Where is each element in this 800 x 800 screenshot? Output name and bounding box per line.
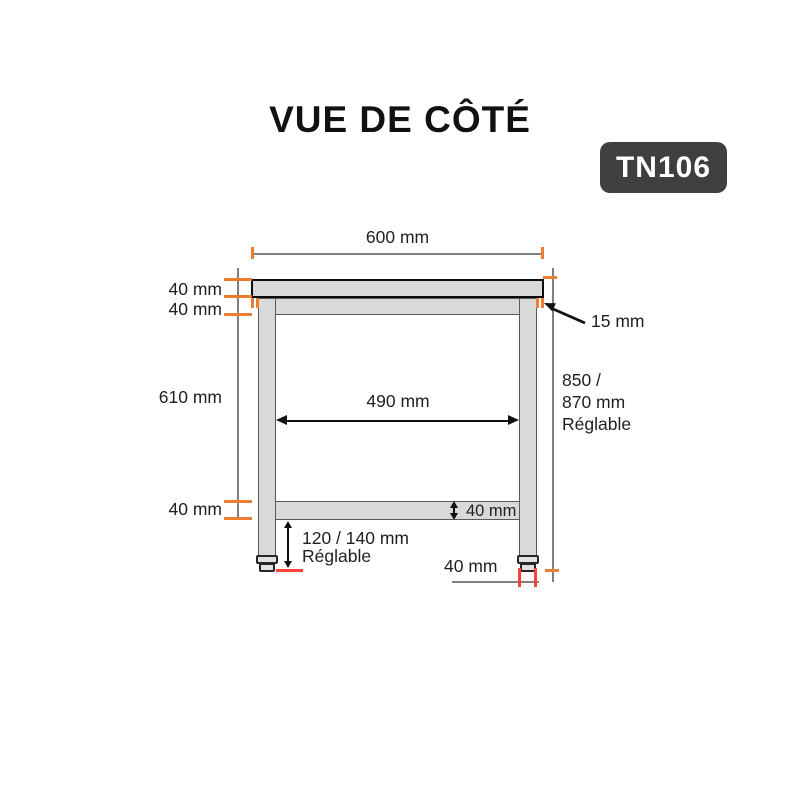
tick-overhang-right-inner bbox=[536, 298, 539, 308]
dim-inner-width-arrow-right bbox=[508, 415, 519, 425]
dim-shelf-thickness-right-label: 40 mm bbox=[466, 502, 517, 520]
dim-inner-width-line bbox=[284, 420, 511, 422]
dim-overall-height-label-line1: 850 / bbox=[562, 370, 601, 390]
dim-leg-width-label: 40 mm bbox=[444, 556, 498, 576]
tick-tabletop-top bbox=[224, 278, 252, 281]
dim-top-width-tick-left bbox=[251, 247, 254, 259]
dim-foot-adjust-label-line1: 120 / 140 mm bbox=[302, 528, 409, 548]
page-title: VUE DE CÔTÉ bbox=[269, 99, 531, 140]
dim-top-width-line bbox=[252, 253, 543, 255]
dim-leg-width-line bbox=[452, 581, 539, 583]
dim-shelf-arrow-down bbox=[450, 513, 458, 520]
dim-inner-width-arrow-left bbox=[276, 415, 287, 425]
dim-clearance-height-label: 610 mm bbox=[158, 387, 222, 407]
tabletop bbox=[251, 279, 544, 298]
dim-foot-arrow-down bbox=[284, 561, 292, 568]
dim-leg-width-tick-left bbox=[518, 568, 521, 587]
dim-shelf-thickness-left-label: 40 mm bbox=[168, 499, 222, 519]
dim-top-width-tick-right bbox=[541, 247, 544, 259]
dim-overall-height-label-line2: 870 mm bbox=[562, 392, 626, 412]
tick-overhang-left-inner bbox=[256, 298, 259, 308]
dim-apron-thickness-label: 40 mm bbox=[168, 299, 222, 319]
tick-apron-bottom bbox=[224, 313, 252, 316]
tick-shelf-top bbox=[224, 500, 252, 503]
left-leg bbox=[258, 298, 276, 556]
product-code-badge: TN106 bbox=[600, 142, 727, 193]
tick-overhang-left-outer bbox=[251, 298, 254, 308]
dim-overall-height-label-line3: Réglable bbox=[562, 414, 632, 434]
dim-foot-adjust-label-line2: Réglable bbox=[302, 546, 372, 566]
dim-top-overhang-label: 15 mm bbox=[591, 311, 645, 331]
floor-reference-tick bbox=[276, 569, 303, 572]
tick-overall-height-top bbox=[543, 276, 557, 279]
tick-tabletop-bottom bbox=[224, 295, 252, 298]
tick-overall-height-bottom bbox=[545, 569, 559, 572]
left-foot-tip bbox=[259, 563, 275, 572]
overhang-callout-arrow bbox=[541, 299, 589, 327]
left-extension-line bbox=[237, 268, 239, 518]
dim-tabletop-thickness-label: 40 mm bbox=[168, 279, 222, 299]
tick-shelf-bottom bbox=[224, 517, 252, 520]
dim-foot-line bbox=[287, 527, 289, 563]
apron bbox=[275, 298, 520, 315]
dim-inner-width-label: 490 mm bbox=[366, 391, 430, 411]
dim-top-width-label: 600 mm bbox=[365, 227, 430, 247]
right-leg bbox=[519, 298, 537, 556]
dim-leg-width-tick-right bbox=[534, 568, 537, 587]
